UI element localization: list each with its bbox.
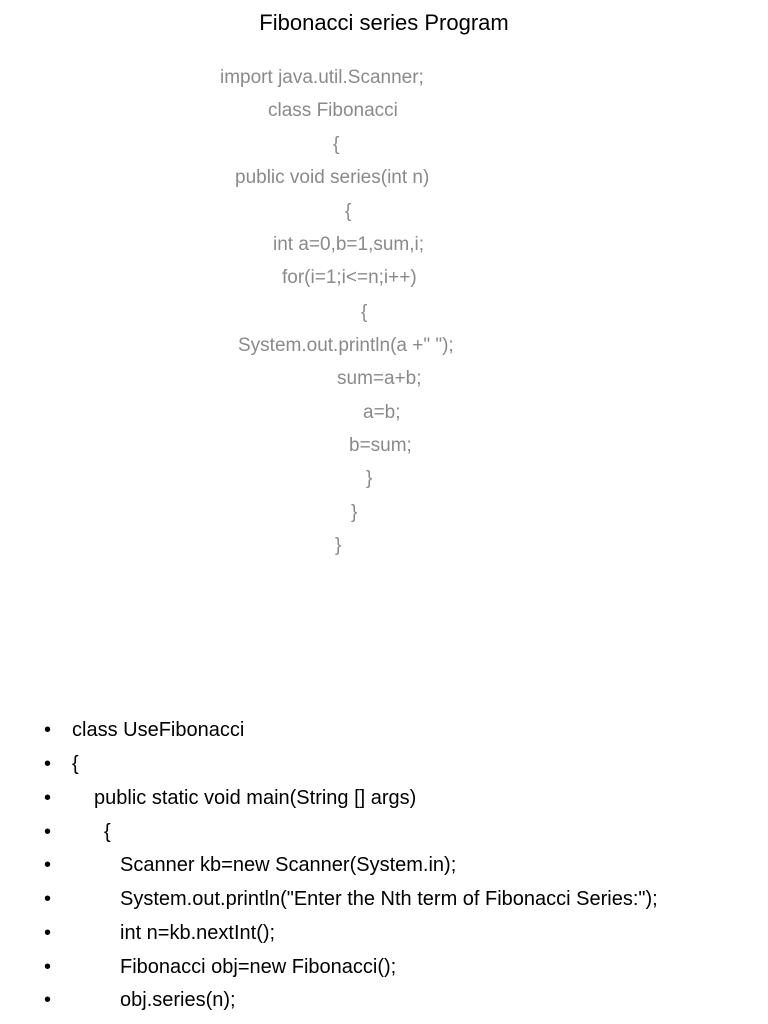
code-line: public void series(int n) — [235, 167, 430, 188]
list-item-text: { — [104, 821, 111, 843]
list-item-text: { — [72, 753, 79, 775]
code-line: } — [366, 468, 373, 489]
code-line: b=sum; — [349, 435, 412, 456]
code-line: { — [333, 134, 340, 155]
list-item — [0, 886, 768, 912]
code-line: { — [361, 302, 368, 323]
code-line: } — [351, 502, 358, 523]
bullet-icon: • — [44, 787, 52, 809]
bullet-icon: • — [44, 989, 52, 1011]
code-line: int a=0,b=1,sum,i; — [273, 234, 425, 255]
bullet-icon: • — [44, 956, 52, 978]
list-item-text: obj.series(n); — [120, 989, 236, 1011]
list-item-text: System.out.println("Enter the Nth term of Fibonacci Series:"); — [120, 888, 658, 910]
list-item — [0, 987, 768, 1013]
list-item-text: int n=kb.nextInt(); — [120, 922, 276, 944]
code-line: a=b; — [363, 402, 401, 423]
code-line: { — [345, 201, 352, 222]
code-line: System.out.println(a +" "); — [238, 335, 454, 356]
list-item — [0, 819, 768, 845]
bullet-icon: • — [44, 854, 52, 876]
list-item — [0, 751, 768, 777]
code-line: sum=a+b; — [337, 368, 422, 389]
list-item — [0, 717, 768, 743]
list-item-text: Scanner kb=new Scanner(System.in); — [120, 854, 457, 876]
bullet-icon: • — [44, 719, 52, 741]
bullet-icon: • — [44, 821, 52, 843]
code-line: for(i=1;i<=n;i++) — [282, 267, 417, 288]
list-item-text: public static void main(String [] args) — [94, 787, 417, 809]
bullet-icon: • — [44, 922, 52, 944]
code-line: import java.util.Scanner; — [220, 67, 424, 88]
code-line: class Fibonacci — [268, 100, 398, 121]
list-item — [0, 920, 768, 946]
list-item-text: class UseFibonacci — [72, 719, 245, 741]
slide-title: Fibonacci series Program — [259, 10, 509, 35]
list-item — [0, 954, 768, 980]
code-line: } — [335, 535, 342, 556]
bullet-icon: • — [44, 888, 52, 910]
list-item — [0, 785, 768, 811]
list-item-text: Fibonacci obj=new Fibonacci(); — [120, 956, 397, 978]
bullet-icon: • — [44, 753, 52, 775]
list-item — [0, 852, 768, 878]
